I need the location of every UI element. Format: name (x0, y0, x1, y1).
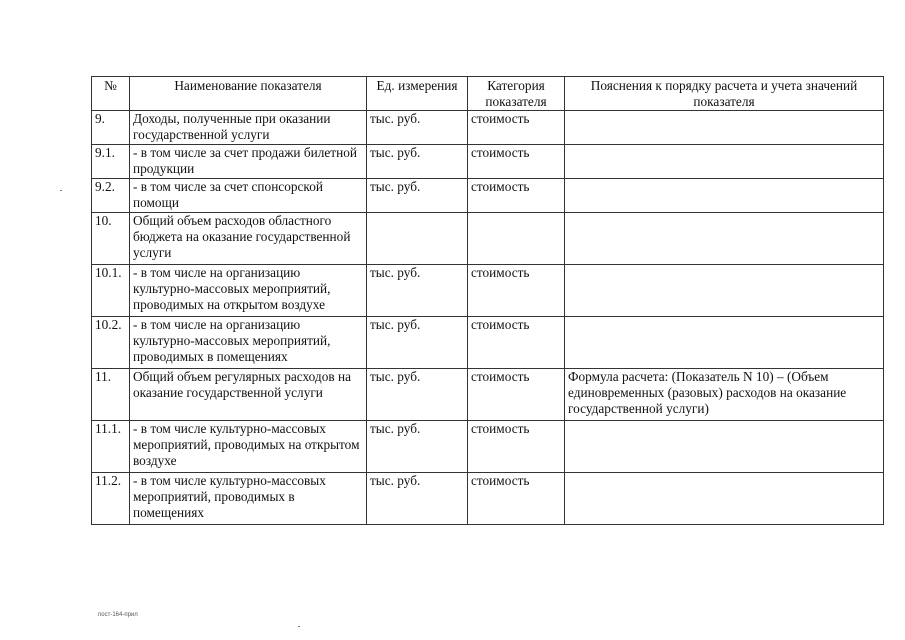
table-row (92, 473, 884, 525)
row-notes: Формула расчета: (Показатель N 10) – (Объем единовременных (разовых) расходов на оказание государственной услуги) (565, 369, 884, 421)
row-indicator-name: - в том числе культурно-массовых мероприятий, проводимых в помещениях (130, 473, 367, 525)
row-unit: тыс. руб. (367, 145, 468, 179)
row-unit: тыс. руб. (367, 111, 468, 145)
row-number: 9. (92, 111, 130, 145)
row-notes (565, 265, 884, 317)
row-unit (367, 213, 468, 265)
row-notes (565, 317, 884, 369)
table-row (92, 145, 884, 179)
row-number: 9.2. (92, 179, 130, 213)
row-category: стоимость (468, 317, 565, 369)
table-row (92, 265, 884, 317)
row-unit: тыс. руб. (367, 473, 468, 525)
row-indicator-name: Общий объем регулярных расходов на оказание государственной услуги (130, 369, 367, 421)
row-indicator-name: - в том числе за счет продажи билетной продукции (130, 145, 367, 179)
table-row (92, 179, 884, 213)
scan-speck (298, 626, 300, 627)
row-category: стоимость (468, 421, 565, 473)
row-category: стоимость (468, 265, 565, 317)
table-row (92, 111, 884, 145)
row-unit: тыс. руб. (367, 421, 468, 473)
header-indicator-name: Наименование показателя (130, 77, 367, 111)
row-number: 10.2. (92, 317, 130, 369)
header-unit: Ед. измерения (367, 77, 468, 111)
row-unit: тыс. руб. (367, 317, 468, 369)
row-notes (565, 145, 884, 179)
header-category: Категория показателя (468, 77, 565, 111)
header-number: № (92, 77, 130, 111)
row-category: стоимость (468, 473, 565, 525)
row-number: 11. (92, 369, 130, 421)
row-category: стоимость (468, 179, 565, 213)
row-number: 10. (92, 213, 130, 265)
row-notes (565, 179, 884, 213)
row-category: стоимость (468, 369, 565, 421)
row-category: стоимость (468, 111, 565, 145)
table-row (92, 317, 884, 369)
row-category (468, 213, 565, 265)
header-notes: Пояснения к порядку расчета и учета значений показателя (565, 77, 884, 111)
row-unit: тыс. руб. (367, 179, 468, 213)
row-notes (565, 473, 884, 525)
row-notes (565, 421, 884, 473)
table-row (92, 421, 884, 473)
row-notes (565, 213, 884, 265)
row-indicator-name: Общий объем расходов областного бюджета на оказание государственной услуги (130, 213, 367, 265)
row-category: стоимость (468, 145, 565, 179)
row-indicator-name: - в том числе культурно-массовых мероприятий, проводимых на открытом воздухе (130, 421, 367, 473)
table-header-row (92, 77, 884, 111)
row-number: 9.1. (92, 145, 130, 179)
row-indicator-name: - в том числе на организацию культурно-массовых мероприятий, проводимых на открытом воздухе (130, 265, 367, 317)
row-unit: тыс. руб. (367, 265, 468, 317)
indicators-table (91, 76, 884, 525)
table-row (92, 213, 884, 265)
row-number: 10.1. (92, 265, 130, 317)
row-indicator-name: - в том числе на организацию культурно-массовых мероприятий, проводимых в помещениях (130, 317, 367, 369)
row-unit: тыс. руб. (367, 369, 468, 421)
row-indicator-name: Доходы, полученные при оказании государственной услуги (130, 111, 367, 145)
row-indicator-name: - в том числе за счет спонсорской помощи (130, 179, 367, 213)
row-notes (565, 111, 884, 145)
row-number: 11.1. (92, 421, 130, 473)
footer-file-label: пост-164-прил (98, 612, 138, 618)
scan-speck (60, 190, 62, 191)
table-row (92, 369, 884, 421)
row-number: 11.2. (92, 473, 130, 525)
